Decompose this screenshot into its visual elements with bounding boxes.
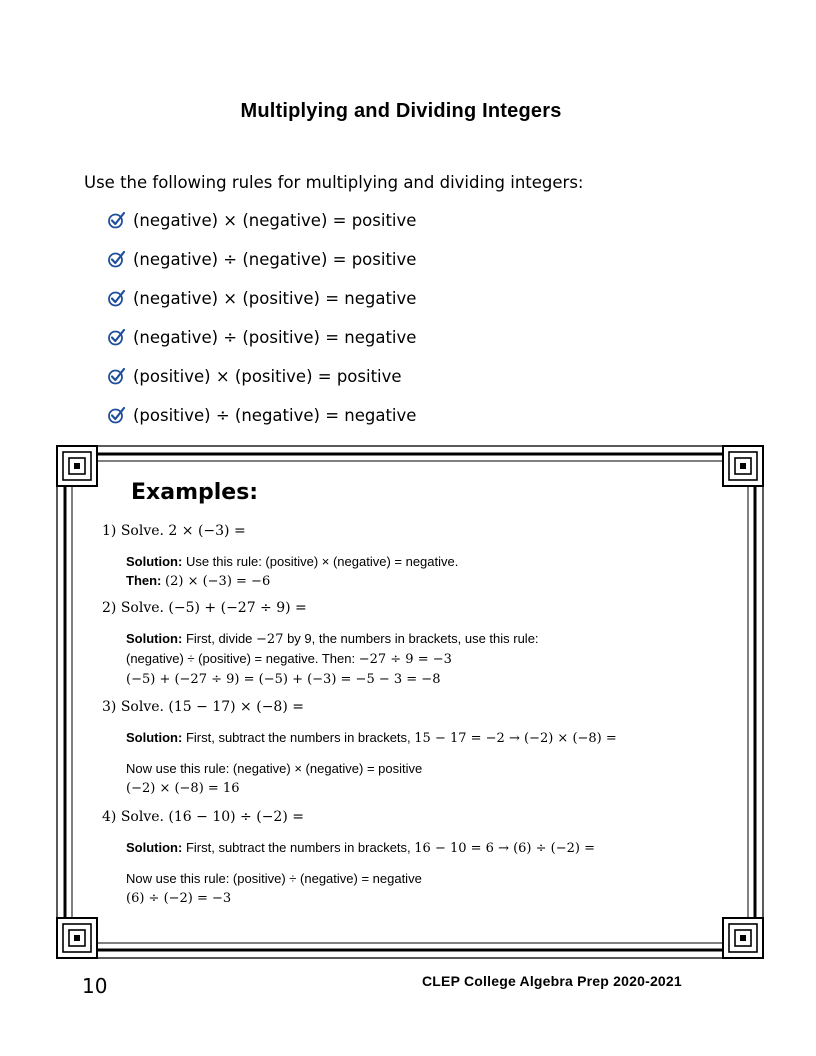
math-expression: (6) ÷ (−2) = −3 [126, 891, 232, 906]
checkbox-checked-icon [107, 210, 127, 230]
checkbox-checked-icon [107, 405, 127, 425]
rule-item [107, 405, 416, 444]
example-4-solution [126, 838, 595, 908]
math-expression: (−2) × (−8) = 16 [126, 781, 240, 796]
example-1-solution [126, 552, 458, 591]
checkbox-checked-icon [107, 327, 127, 347]
rule-text: (positive) × (positive) = positive [133, 367, 402, 386]
rule-text: (negative) ÷ (positive) = negative [133, 328, 417, 347]
checkbox-checked-icon [107, 366, 127, 386]
math-expression: 16 − 10 = 6 → (6) ÷ (−2) = [414, 841, 595, 856]
rule-text: (negative) × (negative) = positive [133, 211, 417, 230]
solution-text: First, subtract the numbers in brackets, [185, 840, 415, 855]
solution-label: Solution: [126, 554, 183, 569]
math-expression: −27 [256, 632, 284, 647]
rule-text: (positive) ÷ (negative) = negative [133, 406, 417, 425]
example-4-question: 4) Solve. (16 − 10) ÷ (−2) = [102, 809, 304, 825]
examples-heading: Examples: [131, 480, 259, 505]
then-label: Then: [126, 573, 162, 588]
solution-text: Now use this rule: (positive) ÷ (negative) = negative [126, 871, 422, 886]
rule-item [107, 327, 416, 366]
solution-text: Now use this rule: (negative) × (negative) = positive [126, 761, 423, 776]
rule-text: (negative) ÷ (negative) = positive [133, 250, 417, 269]
rule-text: (negative) × (positive) = negative [133, 289, 417, 308]
solution-label: Solution: [126, 631, 183, 646]
solution-text: First, divide [185, 631, 257, 646]
rules-list [107, 210, 416, 444]
solution-label: Solution: [126, 730, 183, 745]
rule-item [107, 249, 416, 288]
math-expression: (2) × (−3) = −6 [165, 574, 271, 589]
checkbox-checked-icon [107, 249, 127, 269]
intro-text: Use the following rules for multiplying and dividing integers: [84, 173, 584, 192]
example-3-solution [126, 728, 617, 798]
solution-text: First, subtract the numbers in brackets, [185, 730, 415, 745]
solution-text: (negative) ÷ (positive) = negative. Then: [126, 651, 359, 666]
solution-text: Use this rule: (positive) × (negative) = negative. [185, 554, 459, 569]
example-1-question: 1) Solve. 2 × (−3) = [102, 523, 246, 539]
example-2-question: 2) Solve. (−5) + (−27 ÷ 9) = [102, 600, 307, 616]
math-expression: 15 − 17 = −2 → (−2) × (−8) = [414, 731, 617, 746]
checkbox-checked-icon [107, 288, 127, 308]
rule-item [107, 210, 416, 249]
example-2-solution [126, 629, 539, 689]
math-expression: (−5) + (−27 ÷ 9) = (−5) + (−3) = −5 − 3 = −8 [126, 672, 441, 687]
page-number: 10 [82, 974, 108, 998]
example-3-question: 3) Solve. (15 − 17) × (−8) = [102, 699, 304, 715]
solution-label: Solution: [126, 840, 183, 855]
footer-book-title: CLEP College Algebra Prep 2020-2021 [422, 973, 682, 989]
rule-item [107, 366, 416, 405]
math-expression: −27 ÷ 9 = −3 [358, 652, 452, 667]
page-title: Multiplying and Dividing Integers [240, 100, 562, 122]
solution-text: by 9, the numbers in brackets, use this rule: [283, 631, 539, 646]
rule-item [107, 288, 416, 327]
